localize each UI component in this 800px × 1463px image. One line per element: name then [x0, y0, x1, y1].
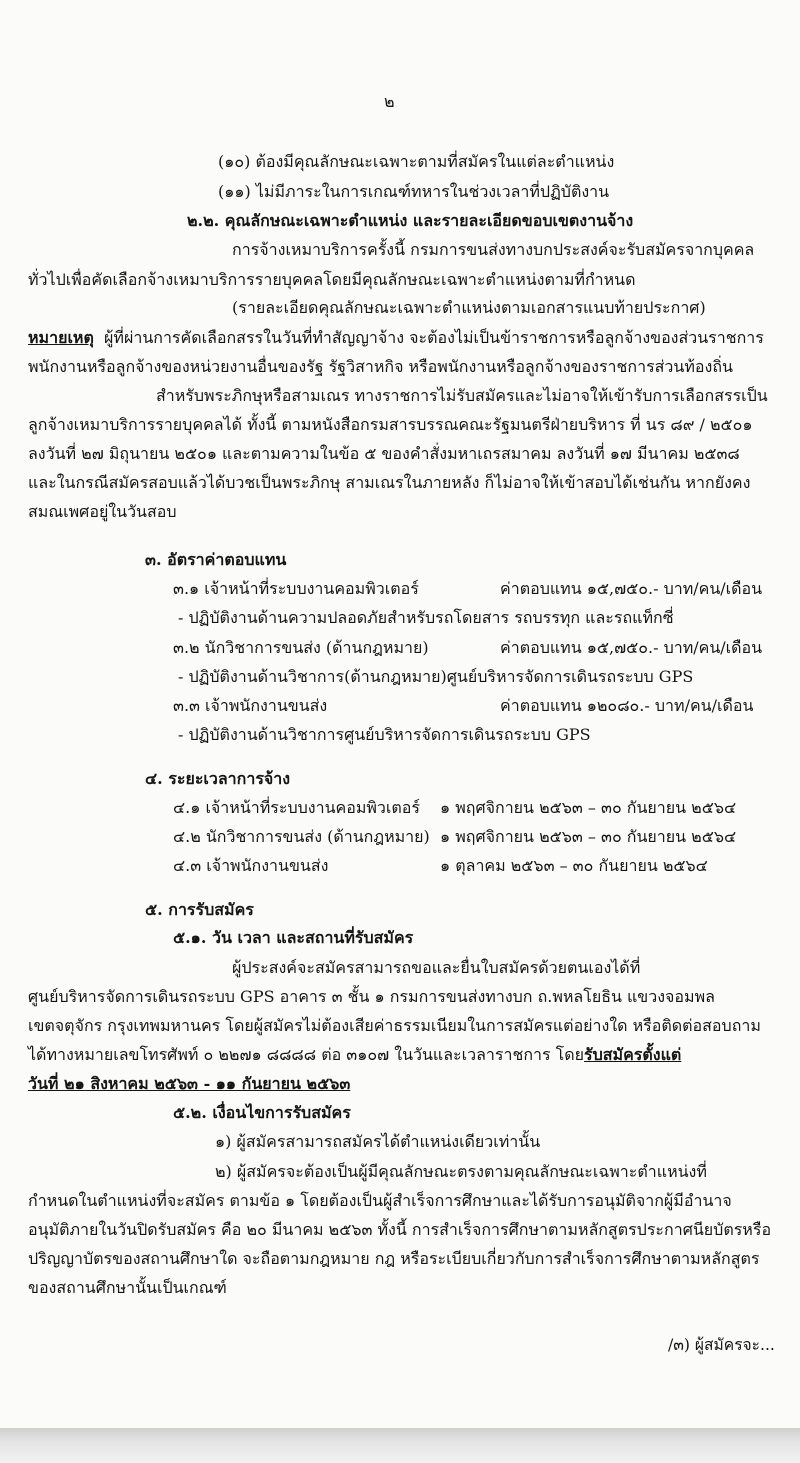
qualification-11: (๑๑) ไม่มีภาระในการเกณฑ์ทหารในช่วงเวลาที่ปฏิบัติงาน: [218, 182, 610, 201]
position-3-3-duty: - ปฏิบัติงานด้านวิชาการศูนย์บริหารจัดการเดินรถระบบ GPS: [178, 725, 591, 744]
section-5-heading: ๕. การรับสมัคร: [145, 900, 254, 919]
qualification-10: (๑๐) ต้องมีคุณลักษณะเฉพาะตามที่สมัครในแต่ละตำแหน่ง: [218, 152, 615, 171]
paragraph-line: การจ้างเหมาบริการครั้งนี้ กรมการขนส่งทางบกประสงค์จะรับสมัครจากบุคคล: [232, 240, 755, 259]
page-number: ๒: [384, 92, 395, 111]
note-line: [28, 326, 764, 350]
section-2-2-heading: ๒.๒. คุณลักษณะเฉพาะตำแหน่ง และรายละเอียดขอบเขตงานจ้าง: [187, 211, 634, 230]
application-period-label: รับสมัครตั้งแต่: [584, 1045, 682, 1064]
page-bottom-edge: [0, 1428, 800, 1463]
period-4-3-dates: ๑ ตุลาคม ๒๕๖๓ – ๓๐ กันยายน ๒๕๖๔: [440, 856, 708, 875]
paragraph-line: สมณเพศอยู่ในวันสอบ: [28, 502, 177, 521]
position-3-3-pay: ค่าตอบแทน ๑๒๐๘๐.- บาท/คน/เดือน: [500, 696, 754, 715]
paragraph-line: สำหรับพระภิกษุหรือสามเณร ทางราชการไม่รับสมัครและไม่อาจให้เข้ารับการเลือกสรรเป็น: [156, 386, 768, 405]
position-3-2-pay: ค่าตอบแทน ๑๕,๗๕๐.- บาท/คน/เดือน: [500, 638, 763, 657]
paragraph-line: และในกรณีสมัครสอบแล้วได้บวชเป็นพระภิกษุ สามเณรในภายหลัง ก็ไม่อาจให้เข้าสอบได้เช่นกัน หากยังคง: [28, 473, 751, 492]
section-5-2-heading: ๕.๒. เงื่อนไขการรับสมัคร: [173, 1103, 351, 1122]
paragraph-line: ทั่วไปเพื่อคัดเลือกจ้างเหมาบริการรายบุคคลโดยมีคุณลักษณะเฉพาะตำแหน่งตามที่กำหนด: [28, 270, 636, 289]
continuation-marker: /๓) ผู้สมัครจะ...: [668, 1335, 775, 1354]
paragraph-line: ผู้ประสงค์จะสมัครสามารถขอและยื่นใบสมัครด้วยตนเองได้ที่: [232, 958, 641, 977]
paragraph-line: ศูนย์บริหารจัดการเดินรถระบบ GPS อาคาร ๓ ชั้น ๑ กรมการขนส่งทางบก ถ.พหลโยธิน แขวงจอมพล: [28, 987, 715, 1006]
period-4-1-dates: ๑ พฤศจิกายน ๒๕๖๓ – ๓๐ กันยายน ๒๕๖๔: [440, 798, 737, 817]
position-3-1-pay: ค่าตอบแทน ๑๕,๗๕๐.- บาท/คน/เดือน: [500, 579, 763, 598]
paragraph-line: ของสถานศึกษานั้นเป็นเกณฑ์: [28, 1278, 227, 1297]
paragraph-line: อนุมัติภายในวันปิดรับสมัคร คือ ๒๐ มีนาคม ๒๕๖๓ ทั้งนี้ การสำเร็จการศึกษาตามหลักสูตรประกาศนียบัตรหรือ: [28, 1220, 772, 1239]
period-4-1: ๔.๑ เจ้าหน้าที่ระบบงานคอมพิวเตอร์: [173, 798, 420, 817]
paragraph-line: ลงวันที่ ๒๗ มิถุนายน ๒๕๐๑ และตามความในข้อ ๕ ของคำสั่งมหาเถรสมาคม ลงวันที่ ๑๗ มีนาคม ๒๕๓๘: [28, 444, 740, 463]
paragraph-line: พนักงานหรือลูกจ้างของหน่วยงานอื่นของรัฐ รัฐวิสาหกิจ หรือพนักงานหรือลูกจ้างของราชการส่วนท้องถิ่น: [28, 357, 733, 376]
period-4-2-dates: ๑ พฤศจิกายน ๒๕๖๓ – ๓๐ กันยายน ๒๕๖๔: [440, 827, 737, 846]
paragraph-line: กำหนดในตำแหน่งที่จะสมัคร ตามข้อ ๑ โดยต้องเป็นผู้สำเร็จการศึกษาและได้รับการอนุมัติจากผู้มีอำนาจ: [28, 1191, 732, 1210]
section-5-1-heading: ๕.๑. วัน เวลา และสถานที่รับสมัคร: [173, 928, 414, 947]
position-3-3: ๓.๓ เจ้าพนักงานขนส่ง: [173, 696, 328, 715]
section-3-heading: ๓. อัตราค่าตอบแทน: [145, 550, 287, 569]
position-3-2-duty: - ปฏิบัติงานด้านวิชาการ(ด้านกฎหมาย)ศูนย์บริหารจัดการเดินรถระบบ GPS: [178, 667, 694, 686]
phone-text: ได้ทางหมายเลขโทรศัพท์ ๐ ๒๒๗๑ ๘๘๘๘ ต่อ ๓๑๐๗ ในวันและเวลาราชการ โดย: [28, 1045, 585, 1064]
section-4-heading: ๔. ระยะเวลาการจ้าง: [145, 769, 291, 788]
attachment-reference: (รายละเอียดคุณลักษณะเฉพาะตำแหน่งตามเอกสารแนบท้ายประกาศ): [232, 298, 706, 317]
note-label: หมายเหตุ: [28, 328, 94, 347]
position-3-1-duty: - ปฏิบัติงานด้านความปลอดภัยสำหรับรถโดยสาร รถบรรทุก และรถแท็กซี่: [178, 608, 674, 627]
paragraph-line: ลูกจ้างเหมาบริการรายบุคคลได้ ทั้งนี้ ตามหนังสือกรมสารบรรณคณะรัฐมนตรีฝ่ายบริหาร ที่ นร ๘๙ / ๒๕๐๑: [28, 415, 753, 434]
application-period-dates: วันที่ ๒๑ สิงหาคม ๒๕๖๓ - ๑๑ กันยายน ๒๕๖๓: [28, 1074, 351, 1093]
paragraph-line: [28, 1043, 681, 1067]
note-text: ผู้ที่ผ่านการคัดเลือกสรรในวันที่ทำสัญญาจ้าง จะต้องไม่เป็นข้าราชการหรือลูกจ้างของส่วนราชการ: [104, 328, 764, 347]
condition-1: ๑) ผู้สมัครสามารถสมัครได้ตำแหน่งเดียวเท่านั้น: [215, 1132, 541, 1151]
paragraph-line: ปริญญาบัตรของสถานศึกษาใด จะถือตามกฎหมาย กฎ หรือระเบียบเกี่ยวกับการสำเร็จการศึกษาตามหลักสูตร: [28, 1249, 760, 1268]
period-4-2: ๔.๒ นักวิชาการขนส่ง (ด้านกฎหมาย): [173, 827, 430, 846]
position-3-1: ๓.๑ เจ้าหน้าที่ระบบงานคอมพิวเตอร์: [173, 579, 419, 598]
paragraph-line: เขตจตุจักร กรุงเทพมหานคร โดยผู้สมัครไม่ต้องเสียค่าธรรมเนียมในการสมัครแต่อย่างใด หรือติดต่อสอบถาม: [28, 1016, 761, 1035]
condition-2: ๒) ผู้สมัครจะต้องเป็นผู้มีคุณลักษณะตรงตามคุณลักษณะเฉพาะตำแหน่งที่: [215, 1162, 707, 1181]
period-4-3: ๔.๓ เจ้าพนักงานขนส่ง: [173, 856, 329, 875]
position-3-2: ๓.๒ นักวิชาการขนส่ง (ด้านกฎหมาย): [173, 638, 429, 657]
